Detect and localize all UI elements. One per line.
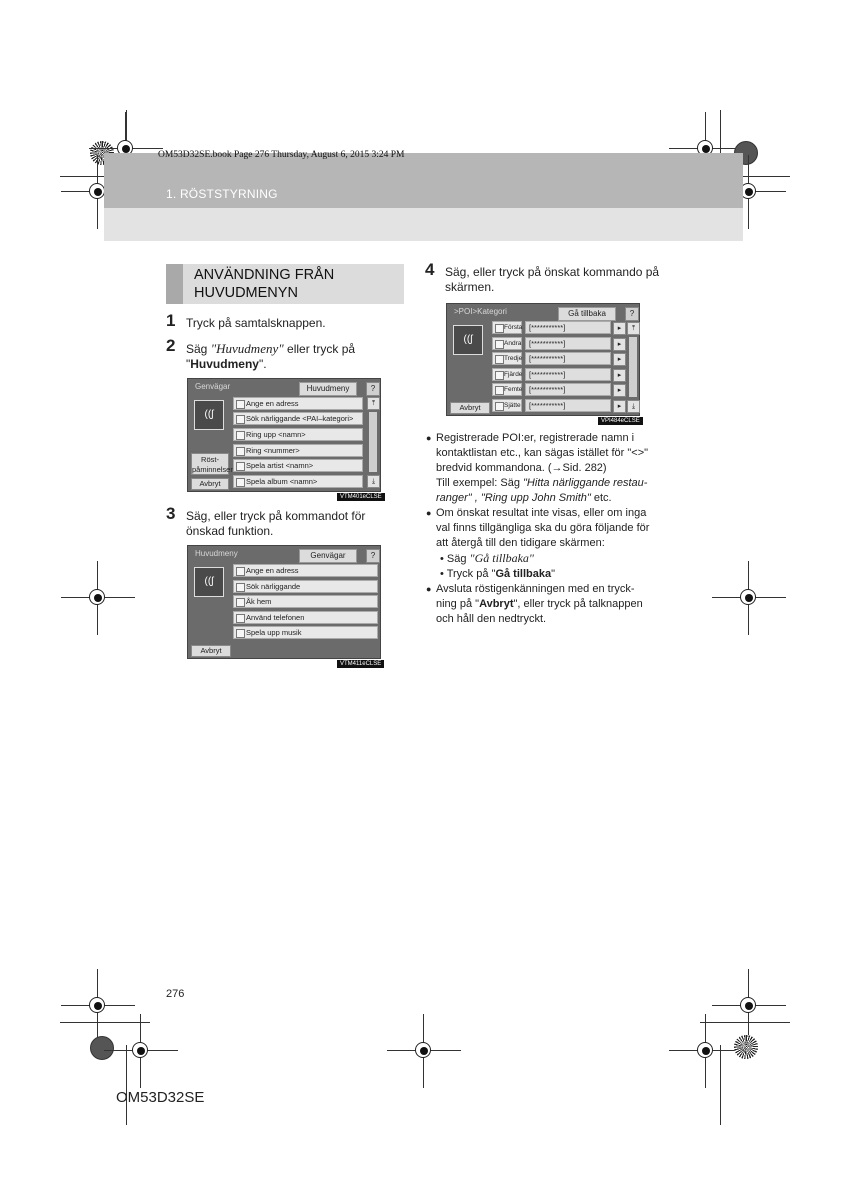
crop-line [720, 1045, 721, 1125]
ordinal-button[interactable]: Tredje [492, 352, 522, 365]
step-text: Säg, eller tryck på önskat kommando på skärmen. [445, 265, 660, 294]
screen-shortcuts [187, 378, 381, 492]
voice-icon: ((ʃ [194, 400, 224, 430]
screen-title: Genvägar [195, 382, 231, 391]
shortcuts-button[interactable]: Genvägar [299, 549, 357, 563]
crop-line [126, 1045, 127, 1125]
main-menu-button[interactable]: Huvudmeny [299, 382, 357, 396]
play-icon[interactable]: ▸ [613, 353, 626, 366]
voice-icon: ((ʃ [453, 325, 483, 355]
result-row[interactable]: [***********] [525, 337, 611, 350]
scrollbar[interactable] [629, 337, 637, 397]
list-item[interactable]: Ange en adress [233, 564, 378, 577]
help-button[interactable]: ? [625, 307, 639, 321]
step-text: Säg, eller tryck på kommandot för önskad funktion. [186, 509, 366, 538]
crop-line [60, 1022, 150, 1023]
document-code: OM53D32SE [116, 1089, 205, 1106]
registration-mark-icon [401, 1028, 447, 1074]
list-item[interactable]: Åk hem [233, 595, 378, 608]
scroll-top-icon[interactable]: ⤒ [367, 397, 380, 410]
scroll-top-icon[interactable]: ⤒ [627, 322, 640, 335]
play-icon[interactable]: ▸ [613, 338, 626, 351]
list-item[interactable]: Ange en adress [233, 397, 363, 410]
file-info: OM53D32SE.book Page 276 Thursday, August 6, 2015 3:24 PM [158, 150, 405, 160]
page-number: 276 [166, 988, 185, 1000]
result-row[interactable]: [***********] [525, 399, 611, 412]
section-heading-line2: HUVUDMENYN [194, 285, 298, 301]
go-back-button[interactable]: Gå tillbaka [558, 307, 616, 321]
ordinal-button[interactable]: Fjärde [492, 368, 522, 381]
step-text: Säg "Huvudmeny" eller tryck på "Huvudmeny". [186, 341, 356, 371]
notes [426, 431, 664, 627]
scroll-bottom-icon[interactable]: ⤓ [367, 475, 380, 488]
result-row[interactable]: [***********] [525, 368, 611, 381]
result-row[interactable]: [***********] [525, 352, 611, 365]
step-4 [425, 260, 665, 297]
image-tag: VTM411eCLSE [337, 660, 384, 668]
step-3 [166, 504, 406, 541]
list-item[interactable]: Ring <nummer> [233, 444, 363, 457]
result-row[interactable]: [***********] [525, 383, 611, 396]
section-heading-line1: ANVÄNDNING FRÅN [194, 267, 335, 283]
step-number: 1 [166, 311, 176, 330]
cancel-button[interactable]: Avbryt [450, 402, 490, 414]
screen-title: >POI>Kategori [454, 307, 507, 316]
scrollbar[interactable] [369, 412, 377, 472]
voice-reminders-button[interactable]: Röst- påminnelser [192, 455, 233, 474]
list-item[interactable]: Använd telefonen [233, 611, 378, 624]
registration-sunburst-icon [734, 1035, 758, 1059]
registration-mark-icon [118, 1028, 164, 1074]
scroll-bottom-icon[interactable]: ⤓ [627, 400, 640, 413]
help-button[interactable]: ? [366, 549, 380, 563]
list-item[interactable]: Spela album <namn> [233, 475, 363, 488]
registration-mark-icon [726, 575, 772, 621]
cancel-button[interactable]: Avbryt [191, 478, 229, 490]
list-item[interactable]: Sök närliggande [233, 580, 378, 593]
step-number: 4 [425, 260, 435, 279]
cancel-button[interactable]: Avbryt [191, 645, 231, 657]
note-subitem: • Tryck på "Gå tillbaka" [440, 568, 555, 580]
ordinal-button[interactable]: Sjätte [492, 399, 522, 412]
section-label: 1. RÖSTSTYRNING [166, 187, 278, 201]
note-item: ● Registrerade POI:er, registrerade namn i kontaktlistan etc., kan sägas istället för "<>" bredvid kommandona. (→Sid. 282) Till exempel: Säg "Hitta närliggande restau- ranger" , "Ring upp John Smith" etc. [426, 431, 664, 506]
screen-main-menu [187, 545, 381, 659]
list-item[interactable]: Ring upp <namn> [233, 428, 363, 441]
help-button[interactable]: ? [366, 382, 380, 396]
step-2 [166, 336, 406, 373]
image-tag: VPI484eCLSE [598, 417, 643, 425]
voice-icon: ((ʃ [194, 567, 224, 597]
ordinal-button[interactable]: Femte [492, 383, 522, 396]
result-row[interactable]: [***********] [525, 321, 611, 334]
ordinal-button[interactable]: Första [492, 321, 522, 334]
play-icon[interactable]: ▸ [613, 400, 626, 413]
play-icon[interactable]: ▸ [613, 369, 626, 382]
step-number: 3 [166, 504, 176, 523]
crop-line [700, 1022, 790, 1023]
ordinal-button[interactable]: Andra [492, 337, 522, 350]
registration-mark-icon [75, 575, 121, 621]
list-item[interactable]: Sök närliggande <PAI–kategori> [233, 412, 363, 425]
image-tag: VTM401eCLSE [337, 493, 385, 501]
screen-title: Huvudmeny [195, 549, 238, 558]
play-icon[interactable]: ▸ [613, 384, 626, 397]
list-item[interactable]: Spela upp musik [233, 626, 378, 639]
screen-poi-category [446, 303, 640, 416]
section-heading [166, 264, 404, 304]
play-icon[interactable]: ▸ [613, 322, 626, 335]
registration-disc-icon [90, 1036, 114, 1060]
step-text: Tryck på samtalsknappen. [186, 316, 326, 330]
note-subitem: • Säg "Gå tillbaka" [440, 551, 534, 565]
list-item[interactable]: Spela artist <namn> [233, 459, 363, 472]
note-item: ● Avsluta röstigenkänningen med en tryck- ning på "Avbryt", eller tryck på talknappen och håll den nedtryckt. [426, 582, 664, 627]
registration-mark-icon [683, 1028, 729, 1074]
note-item: ● Om önskat resultat inte visas, eller om inga val finns tillgängliga ska du göra följande för att återgå till den tidigare skärmen: [426, 506, 664, 551]
step-number: 2 [166, 336, 176, 355]
